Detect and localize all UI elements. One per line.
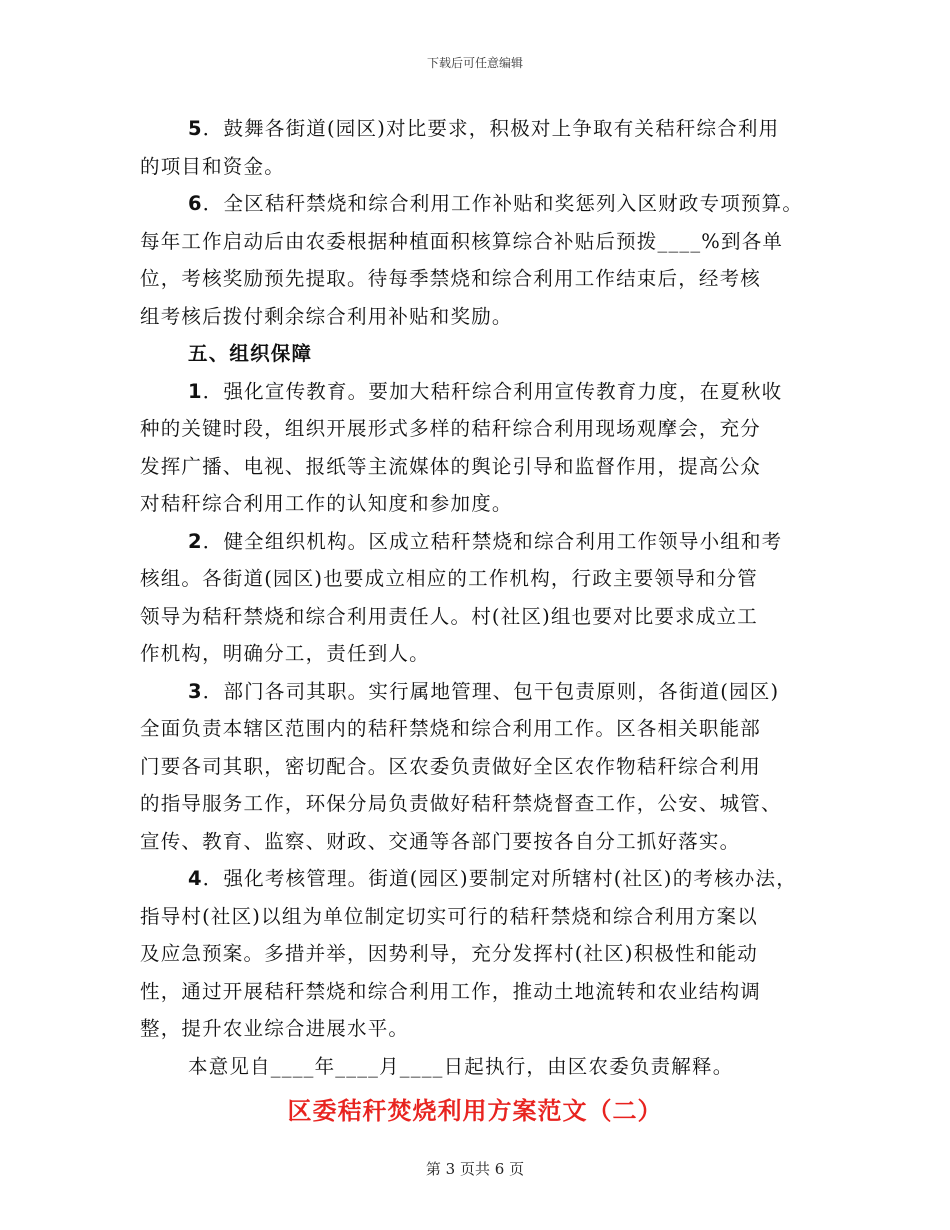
paragraph-line [140,673,830,711]
paragraph-number: 2 [188,529,203,553]
paragraph-line: 领导为秸秆禁烧和综合利用责任人。村(社区)组也要对比要求成立工 [140,604,758,628]
section-heading: 五、组织保障 [188,342,313,365]
paragraph-number: 6 [188,192,203,215]
paragraph-3 [140,673,830,861]
paragraph-line [140,373,830,411]
paragraph-line: 性，通过开展秸秆禁烧和综合利用工作，推动土地流转和农业结构调 [140,979,762,1003]
paragraph-line: 位，考核奖励预先提取。待每季禁烧和综合利用工作结束后，经考核 [140,267,762,290]
document-body [140,110,830,1131]
closing-paragraph [140,1048,830,1086]
paragraph-line: 的项目和资金。 [140,154,285,178]
closing-line: 本意见自____年____月____日起执行，由区农委负责解释。 [188,1054,734,1078]
paragraph-line: 发挥广播、电视、报纸等主流媒体的舆论引导和监督作用，提高公众 [140,454,762,478]
paragraph-line: 对秸秆综合利用工作的认知度和参加度。 [140,492,513,515]
paragraph-text: ．部门各司其职。实行属地管理、包干包责原则，各街道(园区) [202,679,780,703]
paragraph-text: ．鼓舞各街道(园区)对比要求，积极对上争取有关秸秆综合利用 [202,117,780,140]
paragraph-line [140,110,830,148]
paragraph-line: 及应急预案。多措并举，因势利导，充分发挥村(社区)积极性和能动 [140,942,758,965]
paragraph-line: 组考核后拨付剩余综合利用补贴和奖励。 [140,304,513,328]
paragraph-number: 1 [188,379,203,403]
paragraph-6 [140,185,830,335]
paragraph-line: 每年工作启动后由农委根据种植面积核算综合补贴后预拨____%到各单 [140,229,784,253]
page-footer: 第 3 页共 6 页 [425,1160,525,1178]
paragraph-text: ．强化考核管理。街道(园区)要制定对所辖村(社区)的考核办法， [202,867,797,890]
paragraph-5 [140,110,830,185]
next-section-title: 区委秸秆焚烧利用方案范文（二） [287,1097,663,1125]
paragraph-line [140,860,830,898]
paragraph-line: 种的关键时段，组织开展形式多样的秸秆综合利用现场观摩会，充分 [140,417,762,440]
paragraph-4 [140,860,830,1048]
paragraph-2 [140,523,830,673]
paragraph-group-1 [140,110,830,335]
paragraph-text: ．强化宣传教育。要加大秸秆综合利用宣传教育力度，在夏秋收 [202,379,783,403]
paragraph-number: 5 [188,117,203,140]
page-header: 下载后可任意编辑 [426,56,523,70]
paragraph-line: 门要各司其职，密切配合。区农委负责做好全区农作物秸秆综合利用 [140,754,762,778]
paragraph-text: ．健全组织机构。区成立秸秆禁烧和综合利用工作领导小组和考 [202,529,783,553]
paragraph-text: ．全区秸秆禁烧和综合利用工作补贴和奖惩列入区财政专项预算。 [202,192,804,215]
paragraph-group-2 [140,373,830,1048]
paragraph-line: 的指导服务工作，环保分局负责做好秸秆禁烧督查工作，公安、城管、 [140,792,782,815]
paragraph-line [140,185,830,223]
paragraph-line: 核组。各街道(园区)也要成立相应的工作机构，行政主要领导和分管 [140,567,758,590]
paragraph-line: 指导村(社区)以组为单位制定切实可行的秸秆禁烧和综合利用方案以 [140,904,758,928]
paragraph-number: 3 [188,679,203,703]
paragraph-line: 整，提升农业综合进展水平。 [140,1017,410,1040]
paragraph-line: 宣传、教育、监察、财政、交通等各部门要按各自分工抓好落实。 [140,829,741,853]
paragraph-line: 全面负责本辖区范围内的秸秆禁烧和综合利用工作。区各相关职能部 [140,717,762,740]
paragraph-line [140,523,830,561]
paragraph-1 [140,373,830,523]
paragraph-line: 作机构，明确分工，责任到人。 [140,642,430,665]
paragraph-number: 4 [188,867,203,890]
